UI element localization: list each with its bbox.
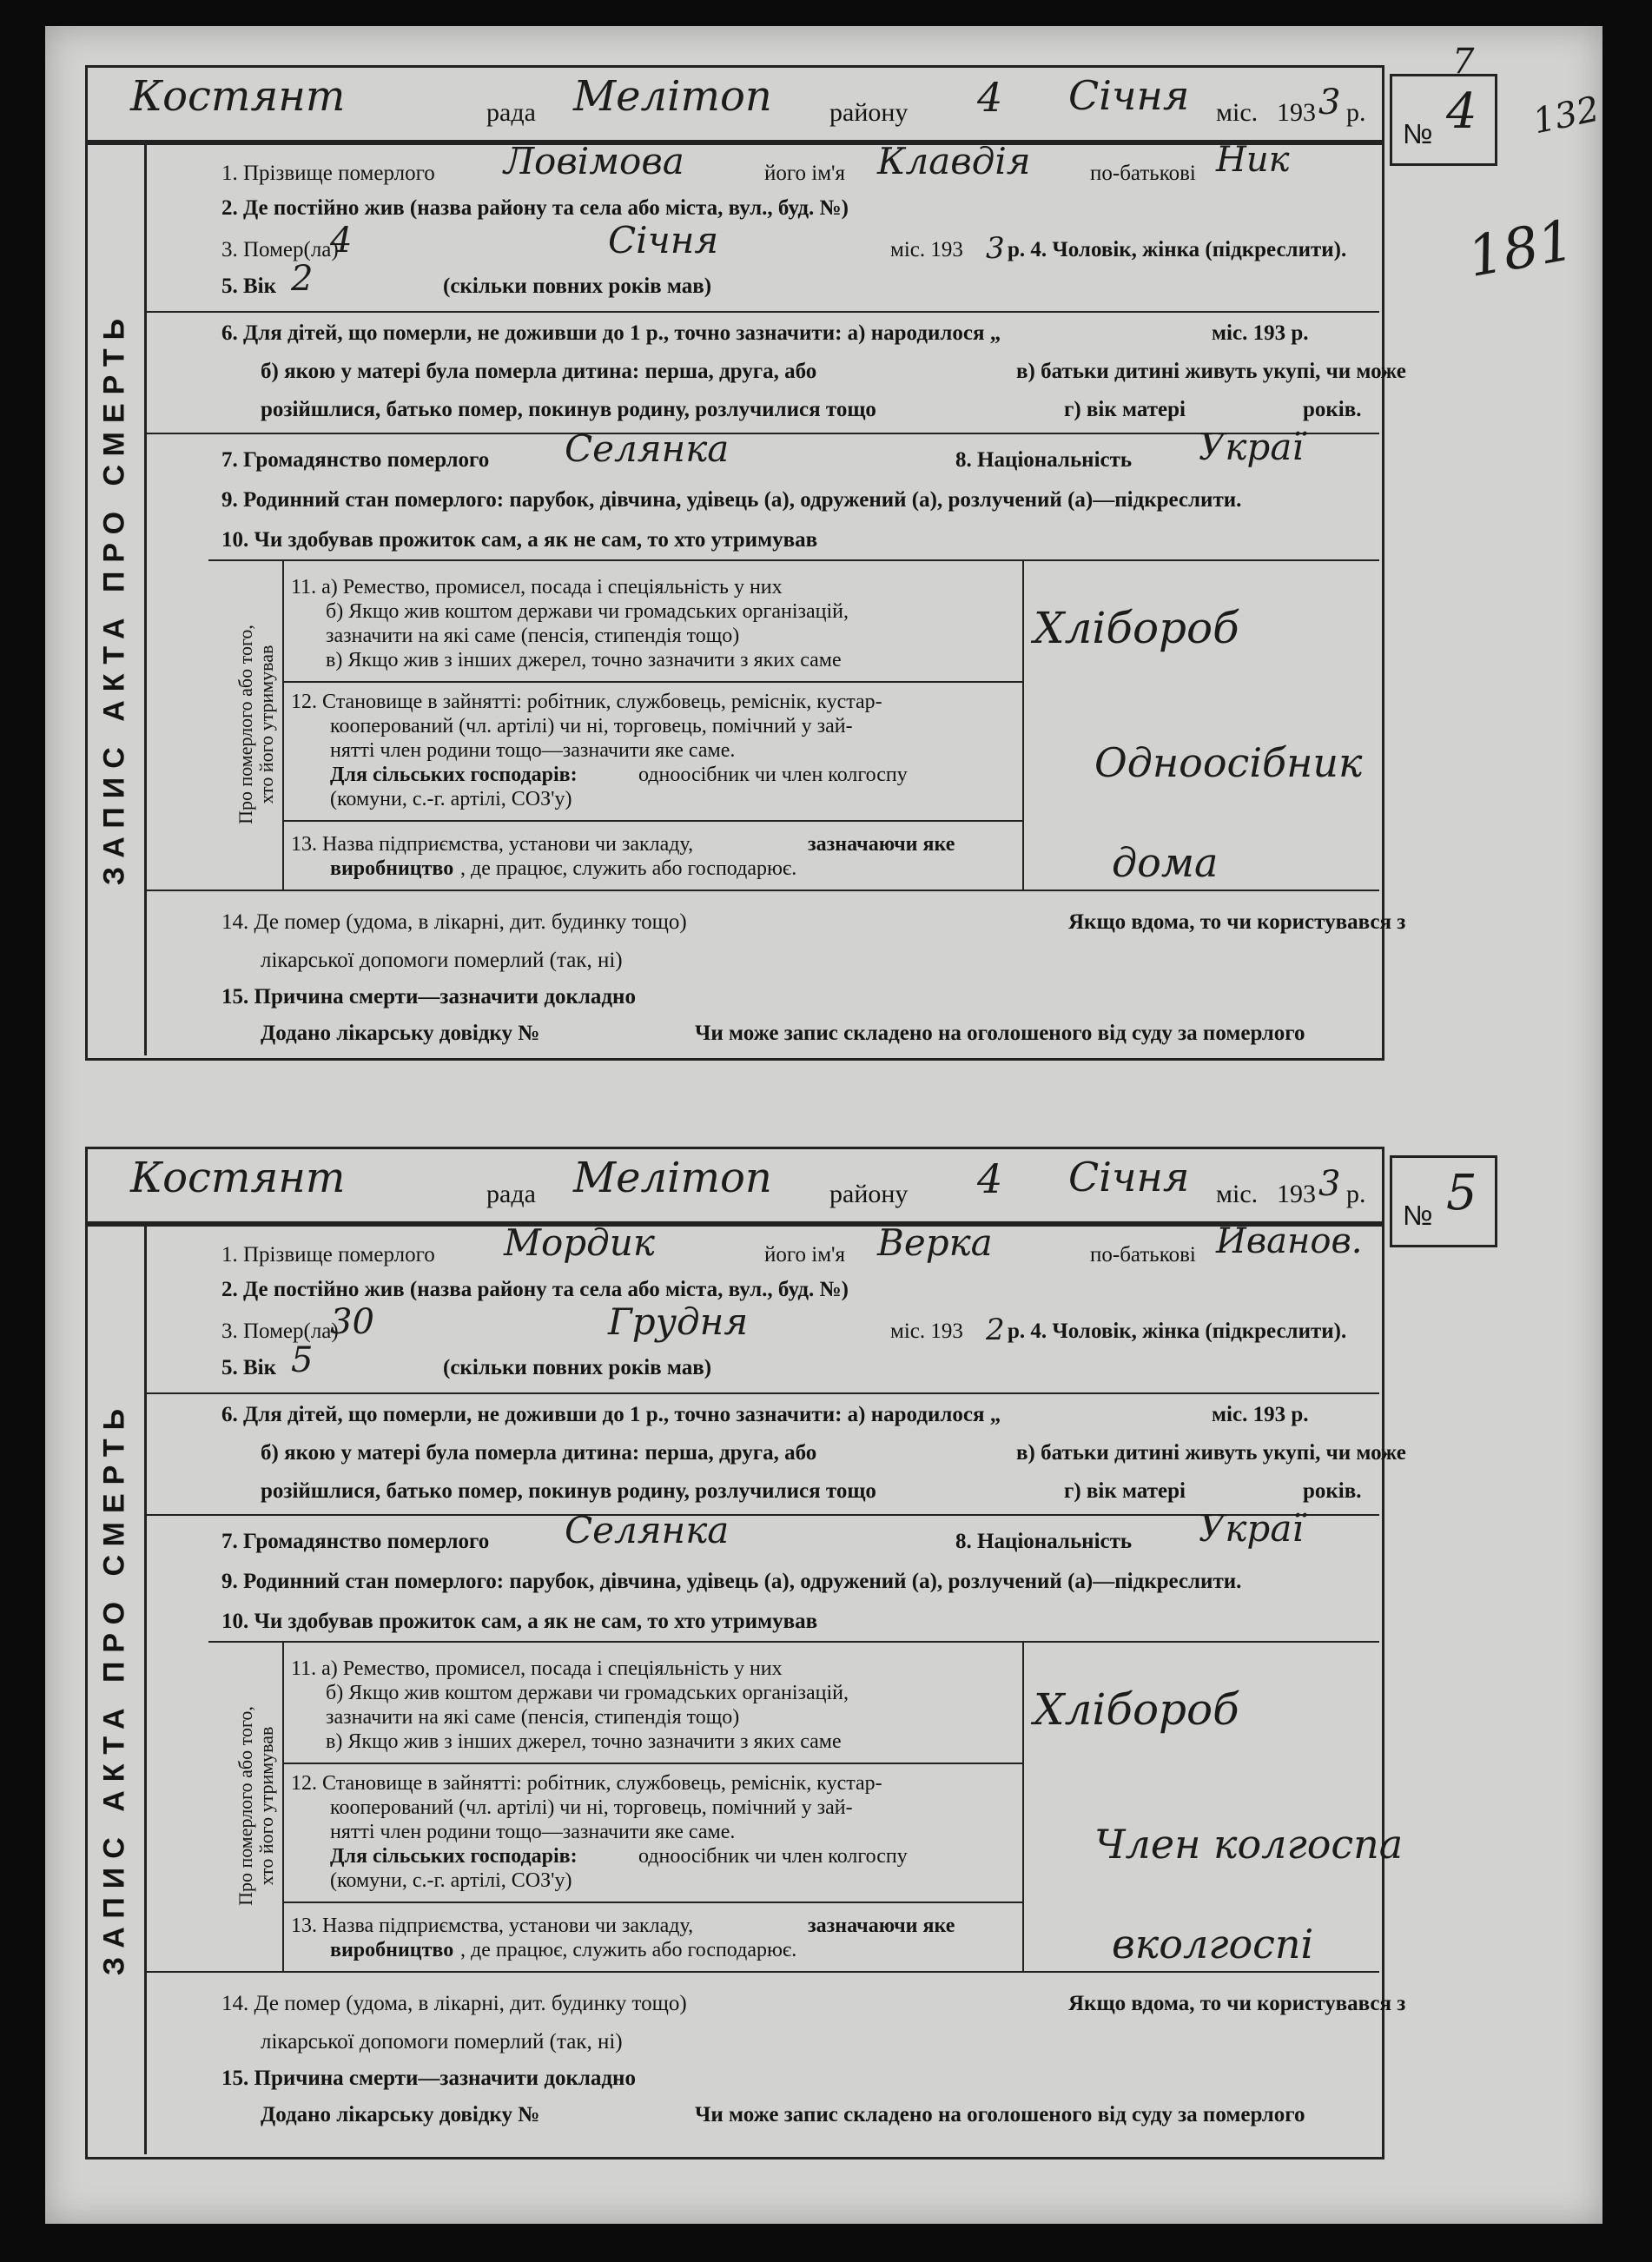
- divider-13: [144, 890, 1379, 891]
- sex-label: р. 4. Чоловік, жінка (підкреслити).: [1008, 238, 1347, 261]
- village-name-hw: Костянт: [130, 72, 346, 121]
- infant-line-b-end: в) батьки дитині живуть укупі, чи може: [1016, 360, 1406, 383]
- death-day-hw: 30: [330, 1302, 374, 1342]
- archive-number-top-right: 132: [1530, 89, 1603, 142]
- surname-label: 1. Прізвище померлого: [221, 162, 435, 185]
- farmers-rest: одноосібник чи член колгоспу: [638, 764, 908, 786]
- workplace-hw: дома: [1112, 839, 1219, 886]
- year-hw: 3: [1318, 83, 1341, 122]
- citizenship-label: 7. Громадянство померлого: [221, 448, 490, 472]
- divider-6: [144, 1514, 1379, 1516]
- year-label: 193: [1277, 1180, 1316, 1208]
- infant-line-c: розійшлися, батько помер, покинув родину, розлучилися тощо: [261, 1479, 876, 1503]
- day-hw: 4: [977, 74, 1003, 121]
- court-line: Чи може запис складено на оголошеного від суду за померлого: [695, 1022, 1305, 1045]
- medical-help: лікарської допомоги померлий (так, ні): [261, 949, 623, 972]
- divider-13: [144, 1971, 1379, 1973]
- r-label: р.: [1346, 1180, 1366, 1208]
- farmers-label: Для сільських господарів:: [330, 1845, 578, 1868]
- mis-label: міс.: [1216, 1180, 1259, 1208]
- occupation-line-3: в) Якщо жив з інших джерел, точно зазначити з яких саме: [326, 1730, 842, 1753]
- residence-line: 2. Де постійно жив (назва району та села або міста, вул., буд. №): [221, 1278, 849, 1301]
- divider-5: [144, 1392, 1379, 1394]
- name-hw: Клавдія: [877, 140, 1031, 182]
- district-name-hw: Мелітоп: [573, 1154, 772, 1202]
- workplace-bold-2: виробництво: [330, 1939, 454, 1961]
- age-note: (скільки повних років мав): [443, 1356, 712, 1379]
- place-of-death: 14. Де помер (удома, в лікарні, дит. будинку тощо): [221, 910, 687, 934]
- death-month-hw: Грудня: [608, 1300, 749, 1343]
- workplace-bold: зазначаючи яке: [808, 833, 955, 856]
- divider-11: [282, 1763, 1022, 1764]
- day-hw: 4: [977, 1155, 1003, 1202]
- infant-line-c-years: років.: [1303, 1479, 1362, 1503]
- farmers-last: (комуни, с.-г. артілі, СОЗ'у): [330, 788, 572, 810]
- farmers-rest: одноосібник чи член колгоспу: [638, 1845, 908, 1868]
- district-label: району: [829, 1180, 909, 1208]
- occupation-line-1: б) Якщо жив коштом держави чи громадських організацій,: [326, 600, 849, 623]
- status-line-1: кооперований (чл. артілі) чи ні, торговець, помічний у зай-: [330, 1796, 853, 1819]
- side-title-column: [85, 1221, 147, 2154]
- death-date-label: 3. Помер(ла): [221, 1320, 339, 1343]
- status-hw: Одноосібник: [1094, 739, 1363, 786]
- occupation-line-0: 11. а) Ремество, промисел, посада і спеціяльність у них: [291, 1657, 783, 1680]
- divider-10: [208, 559, 1379, 561]
- death-date-label: 3. Помер(ла): [221, 238, 339, 261]
- death-mis-label: міс. 193: [890, 1320, 963, 1343]
- workplace-rest: , де працює, служить або господарює.: [460, 1939, 797, 1961]
- status-line-2: нятті член родини тощо—зазначити яке саме.: [330, 739, 736, 762]
- infant-line-c-end: г) вік матері: [1064, 1479, 1186, 1503]
- year-hw: 3: [1318, 1164, 1341, 1204]
- r-label: р.: [1346, 98, 1366, 127]
- infant-line-c: розійшлися, батько помер, покинув родину, розлучилися тощо: [261, 398, 876, 421]
- divider-12: [282, 820, 1022, 822]
- citizenship-label: 7. Громадянство померлого: [221, 1530, 490, 1553]
- number-box: [1390, 74, 1497, 166]
- cause-of-death: 15. Причина смерти—зазначити докладно: [221, 985, 636, 1009]
- workplace-bold: зазначаючи яке: [808, 1915, 955, 1937]
- sex-label: р. 4. Чоловік, жінка (підкреслити).: [1008, 1320, 1347, 1343]
- surname-label: 1. Прізвище померлого: [221, 1243, 435, 1267]
- infant-line-a-end: міс. 193 р.: [1212, 1403, 1309, 1426]
- certificate-line: Додано лікарську довідку №: [261, 1022, 540, 1045]
- patronymic-hw: Ник: [1216, 140, 1290, 180]
- mis-label: міс.: [1216, 98, 1259, 127]
- rada-label: рада: [486, 98, 536, 127]
- number-label: №: [1403, 1200, 1433, 1231]
- age-note: (скільки повних років мав): [443, 274, 712, 298]
- side-title: ЗАПИС АКТА ПРО СМЕРТЬ: [97, 1399, 131, 1976]
- status-line-2: нятті член родини тощо—зазначити яке саме.: [330, 1821, 736, 1843]
- status-hw: Член колгоспа: [1094, 1821, 1404, 1868]
- inner-side-border: [282, 559, 284, 890]
- workplace-bold-2: виробництво: [330, 857, 454, 880]
- age-label: 5. Вік: [221, 274, 277, 298]
- certificate-line: Додано лікарську довідку №: [261, 2103, 540, 2126]
- death-year-hw: 2: [986, 1313, 1005, 1347]
- village-name-hw: Костянт: [130, 1154, 346, 1202]
- divider-12: [282, 1902, 1022, 1903]
- surname-hw: Мордик: [504, 1221, 655, 1264]
- archive-mark-top: 7: [1452, 42, 1475, 82]
- occupation-line-3: в) Якщо жив з інших джерел, точно зазначити з яких саме: [326, 649, 842, 671]
- infant-line-a-end: міс. 193 р.: [1212, 321, 1309, 345]
- medical-help: лікарської допомоги померлий (так, ні): [261, 2030, 623, 2054]
- infant-line-a: 6. Для дітей, що померли, не доживши до 1 р., точно зазначити: а) народилося „: [221, 1403, 1001, 1426]
- handwritten-stamp-number: 181: [1463, 208, 1579, 291]
- workplace-line-0: 13. Назва підприємства, установи чи закладу,: [291, 1915, 694, 1937]
- farmers-label: Для сільських господарів:: [330, 764, 578, 786]
- answer-column-border: [1022, 559, 1024, 890]
- name-label: його ім'я: [764, 1243, 846, 1267]
- district-label: району: [829, 98, 909, 127]
- surname-hw: Ловімова: [504, 140, 684, 182]
- patronymic-label: по-батькові: [1090, 1243, 1196, 1267]
- divider-5: [144, 311, 1379, 313]
- home-line-end: Якщо вдома, то чи користувався з: [1068, 1992, 1406, 2015]
- month-hw: Січня: [1068, 1154, 1190, 1200]
- court-line: Чи може запис складено на оголошеного від суду за померлого: [695, 2103, 1305, 2126]
- number-box: [1390, 1155, 1497, 1247]
- age-hw: 2: [291, 259, 314, 299]
- infant-line-c-years: років.: [1303, 398, 1362, 421]
- workplace-rest: , де працює, служить або господарює.: [460, 857, 797, 880]
- workplace-line-0: 13. Назва підприємства, установи чи закладу,: [291, 833, 694, 856]
- patronymic-label: по-батькові: [1090, 162, 1196, 185]
- infant-line-b-end: в) батьки дитині живуть укупі, чи може: [1016, 1441, 1406, 1465]
- occupation-hw: Хлібороб: [1034, 1684, 1239, 1735]
- name-hw: Верка: [877, 1221, 993, 1264]
- infant-line-b: б) якою у матері була померла дитина: перша, друга, або: [261, 360, 817, 383]
- cause-of-death: 15. Причина смерти—зазначити докладно: [221, 2067, 636, 2090]
- side-title: ЗАПИС АКТА ПРО СМЕРТЬ: [97, 309, 131, 886]
- divider-6: [144, 433, 1379, 434]
- inner-side-column: [235, 1641, 278, 1971]
- citizenship-hw: Селянка: [565, 1509, 730, 1551]
- infant-line-b: б) якою у матері була померла дитина: перша, друга, або: [261, 1441, 817, 1465]
- occupation-hw: Хлібороб: [1034, 603, 1239, 653]
- name-label: його ім'я: [764, 162, 846, 185]
- inner-side-column: [235, 559, 278, 890]
- inner-side-label: Про померлого або того, хто його утримував: [235, 1706, 277, 1906]
- home-line-end: Якщо вдома, то чи користувався з: [1068, 910, 1406, 934]
- marital-status-line: 9. Родинний стан померлого: парубок, дівчина, удівець (а), одружений (а), розлучений (а)—підкреслити.: [221, 488, 1242, 512]
- patronymic-hw: Иванов.: [1216, 1221, 1363, 1261]
- workplace-hw: вколгоспі: [1112, 1921, 1314, 1968]
- divider-10: [208, 1641, 1379, 1643]
- place-of-death: 14. Де помер (удома, в лікарні, дит. будинку тощо): [221, 1992, 687, 2015]
- support-line: 10. Чи здобував прожиток сам, а як не сам, то хто утримував: [221, 1610, 818, 1633]
- month-hw: Січня: [1068, 72, 1190, 119]
- occupation-line-1: б) Якщо жив коштом держави чи громадських організацій,: [326, 1682, 849, 1704]
- death-year-hw: 3: [986, 231, 1005, 266]
- infant-line-a: 6. Для дітей, що померли, не доживши до 1 р., точно зазначити: а) народилося „: [221, 321, 1001, 345]
- nationality-label: 8. Національність: [955, 448, 1133, 472]
- residence-line: 2. Де постійно жив (назва району та села або міста, вул., буд. №): [221, 196, 849, 220]
- number-hw: 4: [1446, 83, 1477, 140]
- death-day-hw: 4: [330, 221, 353, 261]
- answer-column-border: [1022, 1641, 1024, 1971]
- divider-11: [282, 681, 1022, 683]
- infant-line-c-end: г) вік матері: [1064, 398, 1186, 421]
- nationality-hw: Украї: [1199, 426, 1304, 468]
- occupation-line-2: зазначити на які саме (пенсія, стипендія тощо): [326, 1706, 740, 1729]
- farmers-last: (комуни, с.-г. артілі, СОЗ'у): [330, 1869, 572, 1892]
- support-line: 10. Чи здобував прожиток сам, а як не сам, то хто утримував: [221, 528, 818, 552]
- status-line-0: 12. Становище в зайнятті: робітник, службовець, реміснік, кустар-: [291, 1772, 882, 1795]
- status-line-0: 12. Становище в зайнятті: робітник, службовець, реміснік, кустар-: [291, 691, 882, 713]
- status-line-1: кооперований (чл. артілі) чи ні, торговець, помічний у зай-: [330, 715, 853, 737]
- rada-label: рада: [486, 1180, 536, 1208]
- nationality-hw: Украї: [1199, 1507, 1304, 1550]
- death-mis-label: міс. 193: [890, 238, 963, 261]
- number-label: №: [1403, 118, 1433, 149]
- age-hw: 5: [291, 1340, 314, 1380]
- year-label: 193: [1277, 98, 1316, 127]
- death-month-hw: Січня: [608, 219, 719, 261]
- citizenship-hw: Селянка: [565, 427, 730, 470]
- age-label: 5. Вік: [221, 1356, 277, 1379]
- district-name-hw: Мелітоп: [573, 72, 772, 121]
- occupation-line-0: 11. а) Ремество, промисел, посада і спеціяльність у них: [291, 576, 783, 599]
- inner-side-border: [282, 1641, 284, 1971]
- nationality-label: 8. Національність: [955, 1530, 1133, 1553]
- number-hw: 5: [1446, 1165, 1477, 1221]
- side-title-column: [85, 140, 147, 1055]
- inner-side-label: Про померлого або того, хто його утримував: [235, 625, 277, 824]
- occupation-line-2: зазначити на які саме (пенсія, стипендія тощо): [326, 625, 740, 647]
- marital-status-line: 9. Родинний стан померлого: парубок, дівчина, удівець (а), одружений (а), розлучений (а)—підкреслити.: [221, 1570, 1242, 1593]
